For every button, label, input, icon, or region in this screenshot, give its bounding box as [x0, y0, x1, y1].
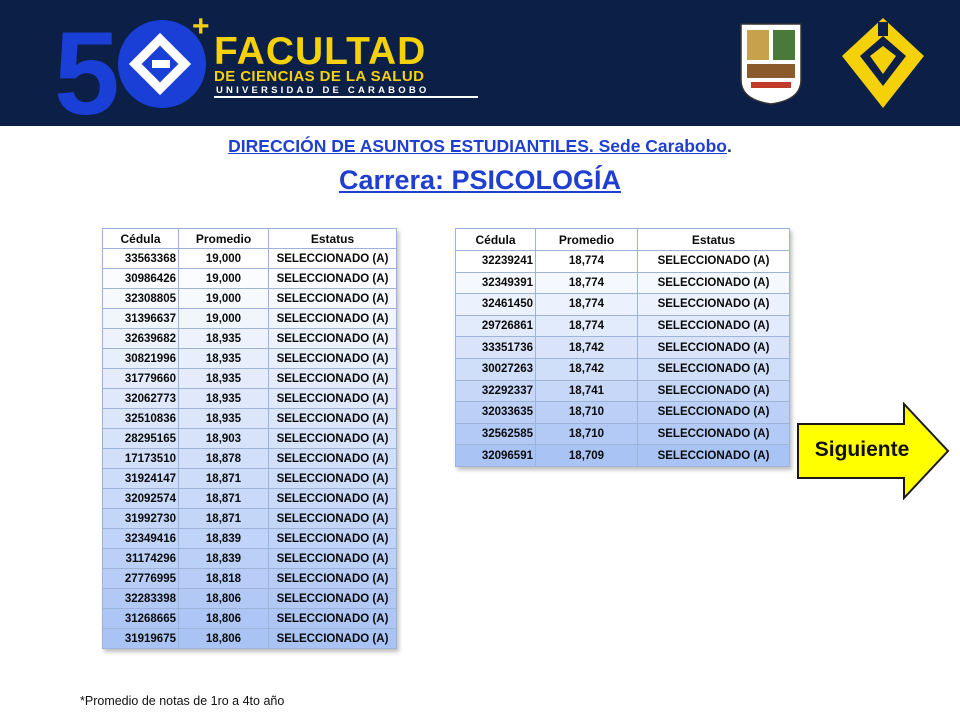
promedio-cell: 18,871 [179, 469, 269, 489]
svg-text:+: + [192, 10, 210, 43]
promedio-cell: 18,839 [179, 529, 269, 549]
estatus-cell: SELECCIONADO (A) [638, 251, 790, 273]
promedio-cell: 18,818 [179, 569, 269, 589]
table-row [103, 249, 397, 269]
results-table-right [455, 228, 790, 467]
table-row [103, 529, 397, 549]
table-row [103, 629, 397, 649]
estatus-cell: SELECCIONADO (A) [269, 469, 397, 489]
table-row [103, 329, 397, 349]
cedula-cell: 31174296 [103, 549, 179, 569]
cedula-cell: 29726861 [456, 315, 536, 337]
promedio-cell: 18,741 [536, 380, 638, 402]
promedio-cell: 18,871 [179, 509, 269, 529]
table-row [103, 349, 397, 369]
next-button-label: Siguiente [814, 438, 910, 461]
table-header-row [103, 229, 397, 249]
cedula-cell: 32562585 [456, 423, 536, 445]
estatus-cell: SELECCIONADO (A) [638, 380, 790, 402]
cedula-cell: 32510836 [103, 409, 179, 429]
estatus-cell: SELECCIONADO (A) [638, 445, 790, 467]
table-row [456, 380, 790, 402]
estatus-cell: SELECCIONADO (A) [638, 315, 790, 337]
promedio-cell: 18,839 [179, 549, 269, 569]
estatus-cell: SELECCIONADO (A) [638, 294, 790, 316]
cedula-cell: 28295165 [103, 429, 179, 449]
table-row [103, 369, 397, 389]
cedula-cell: 31396637 [103, 309, 179, 329]
promedio-cell: 18,935 [179, 389, 269, 409]
column-header-cedula: Cédula [456, 229, 536, 251]
footnote: *Promedio de notas de 1ro a 4to año [80, 694, 285, 708]
promedio-cell: 18,935 [179, 349, 269, 369]
department-heading-period: . [726, 136, 732, 156]
results-table-left [102, 228, 397, 649]
promedio-cell: 18,935 [179, 409, 269, 429]
table-row [103, 309, 397, 329]
table-row [103, 409, 397, 429]
faculty-50-logo [52, 10, 212, 118]
column-header-promedio: Promedio [179, 229, 269, 249]
table-row [103, 589, 397, 609]
cedula-cell: 32096591 [456, 445, 536, 467]
estatus-cell: SELECCIONADO (A) [269, 329, 397, 349]
cedula-cell: 17173510 [103, 449, 179, 469]
table-row [456, 272, 790, 294]
promedio-cell: 18,710 [536, 402, 638, 424]
table-row [456, 315, 790, 337]
promedio-cell: 19,000 [179, 309, 269, 329]
promedio-cell: 18,903 [179, 429, 269, 449]
cedula-cell: 32308805 [103, 289, 179, 309]
estatus-cell: SELECCIONADO (A) [638, 402, 790, 424]
estatus-cell: SELECCIONADO (A) [269, 609, 397, 629]
promedio-cell: 18,806 [179, 629, 269, 649]
estatus-cell: SELECCIONADO (A) [269, 589, 397, 609]
promedio-cell: 18,935 [179, 329, 269, 349]
table-row [103, 389, 397, 409]
promedio-cell: 18,774 [536, 272, 638, 294]
cedula-cell: 33563368 [103, 249, 179, 269]
estatus-cell: SELECCIONADO (A) [269, 269, 397, 289]
table-row [103, 449, 397, 469]
table-row [103, 569, 397, 589]
cedula-cell: 32292337 [456, 380, 536, 402]
table-row [103, 289, 397, 309]
estatus-cell: SELECCIONADO (A) [269, 429, 397, 449]
cedula-cell: 30986426 [103, 269, 179, 289]
estatus-cell: SELECCIONADO (A) [269, 549, 397, 569]
table-row [456, 337, 790, 359]
university-seal-icon [737, 20, 805, 106]
cedula-cell: 30821996 [103, 349, 179, 369]
estatus-cell: SELECCIONADO (A) [269, 389, 397, 409]
estatus-cell: SELECCIONADO (A) [269, 509, 397, 529]
department-heading-text: DIRECCIÓN DE ASUNTOS ESTUDIANTILES. Sede Carabobo [228, 136, 727, 156]
header-banner [0, 0, 960, 126]
cedula-cell: 32349391 [456, 272, 536, 294]
estatus-cell: SELECCIONADO (A) [269, 409, 397, 429]
promedio-cell: 19,000 [179, 289, 269, 309]
estatus-cell: SELECCIONADO (A) [269, 289, 397, 309]
table-row [456, 402, 790, 424]
table-row [103, 429, 397, 449]
estatus-cell: SELECCIONADO (A) [269, 249, 397, 269]
estatus-cell: SELECCIONADO (A) [638, 272, 790, 294]
cedula-cell: 27776995 [103, 569, 179, 589]
promedio-cell: 18,878 [179, 449, 269, 469]
table-row [103, 609, 397, 629]
cedula-cell: 31992730 [103, 509, 179, 529]
cedula-cell: 32283398 [103, 589, 179, 609]
university-name: UNIVERSIDAD DE CARABOBO [216, 85, 430, 96]
cedula-cell: 31268665 [103, 609, 179, 629]
table-row [456, 423, 790, 445]
cedula-cell: 32092574 [103, 489, 179, 509]
career-heading-text: Carrera: PSICOLOGÍA [338, 165, 622, 195]
cedula-cell: 32239241 [456, 251, 536, 273]
estatus-cell: SELECCIONADO (A) [638, 358, 790, 380]
promedio-cell: 19,000 [179, 249, 269, 269]
promedio-cell: 18,742 [536, 337, 638, 359]
table-row [103, 269, 397, 289]
estatus-cell: SELECCIONADO (A) [269, 529, 397, 549]
promedio-cell: 18,710 [536, 423, 638, 445]
cedula-cell: 31919675 [103, 629, 179, 649]
header-divider [214, 96, 478, 98]
promedio-cell: 18,871 [179, 489, 269, 509]
table-row [103, 469, 397, 489]
promedio-cell: 18,709 [536, 445, 638, 467]
table-row [103, 549, 397, 569]
cedula-cell: 30027263 [456, 358, 536, 380]
cedula-cell: 32349416 [103, 529, 179, 549]
promedio-cell: 19,000 [179, 269, 269, 289]
promedio-cell: 18,935 [179, 369, 269, 389]
promedio-cell: 18,742 [536, 358, 638, 380]
estatus-cell: SELECCIONADO (A) [269, 629, 397, 649]
estatus-cell: SELECCIONADO (A) [269, 309, 397, 329]
cedula-cell: 31924147 [103, 469, 179, 489]
cedula-cell: 32461450 [456, 294, 536, 316]
cedula-cell: 32062773 [103, 389, 179, 409]
estatus-cell: SELECCIONADO (A) [269, 369, 397, 389]
table-row [456, 445, 790, 467]
cedula-cell: 31779660 [103, 369, 179, 389]
estatus-cell: SELECCIONADO (A) [269, 569, 397, 589]
estatus-cell: SELECCIONADO (A) [269, 449, 397, 469]
faculty-subtitle: DE CIENCIAS DE LA SALUD [214, 68, 425, 85]
faculty-title: FACULTAD [214, 30, 427, 73]
estatus-cell: SELECCIONADO (A) [638, 423, 790, 445]
table-row [103, 489, 397, 509]
column-header-estatus: Estatus [269, 229, 397, 249]
cedula-cell: 32639682 [103, 329, 179, 349]
cedula-cell: 32033635 [456, 402, 536, 424]
department-heading [0, 136, 960, 157]
table-row [456, 251, 790, 273]
faculty-emblem-icon [840, 16, 926, 110]
promedio-cell: 18,774 [536, 251, 638, 273]
career-heading [0, 165, 960, 196]
next-button[interactable] [796, 402, 952, 500]
promedio-cell: 18,806 [179, 609, 269, 629]
table-row [103, 509, 397, 529]
promedio-cell: 18,774 [536, 294, 638, 316]
estatus-cell: SELECCIONADO (A) [269, 349, 397, 369]
column-header-estatus: Estatus [638, 229, 790, 251]
table-row [456, 358, 790, 380]
estatus-cell: SELECCIONADO (A) [638, 337, 790, 359]
table-header-row [456, 229, 790, 251]
promedio-cell: 18,806 [179, 589, 269, 609]
svg-text:5: 5 [54, 10, 110, 118]
column-header-cedula: Cédula [103, 229, 179, 249]
column-header-promedio: Promedio [536, 229, 638, 251]
estatus-cell: SELECCIONADO (A) [269, 489, 397, 509]
promedio-cell: 18,774 [536, 315, 638, 337]
table-row [456, 294, 790, 316]
cedula-cell: 33351736 [456, 337, 536, 359]
